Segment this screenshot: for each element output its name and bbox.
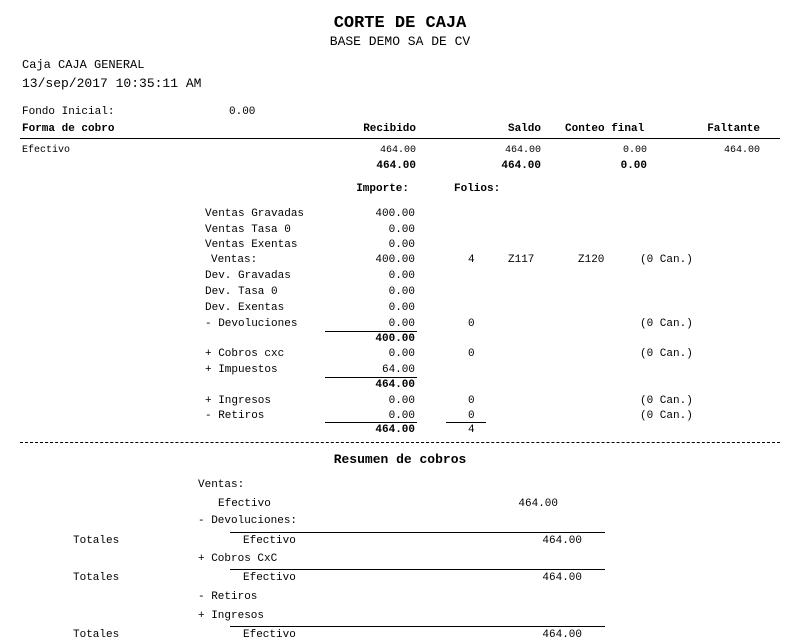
dev-gravadas-label: Dev. Gravadas	[205, 270, 291, 282]
devoluciones-count: 0	[468, 318, 475, 330]
total-saldo: 464.00	[501, 160, 541, 172]
resumen-rule-2	[230, 569, 605, 570]
dev-tasa0-label: Dev. Tasa 0	[205, 286, 278, 298]
totales-label-2: Totales	[73, 572, 120, 584]
totales-label-3: Totales	[73, 629, 120, 641]
fondo-label: Fondo Inicial:	[22, 106, 115, 118]
dev-exentas-value: 0.00	[388, 302, 415, 314]
ventas-exentas-label: Ventas Exentas	[205, 239, 298, 251]
total3-value: 464.00	[542, 629, 582, 641]
row-faltante: 464.00	[723, 145, 760, 156]
resumen-ingresos-label: + Ingresos	[198, 610, 265, 622]
ventas-canceled: (0 Can.)	[640, 254, 693, 266]
devoluciones-canceled: (0 Can.)	[640, 318, 693, 330]
ventas-gravadas-label: Ventas Gravadas	[205, 208, 305, 220]
ventas-value: 400.00	[375, 254, 415, 266]
col-forma-header: Forma de cobro	[22, 123, 115, 135]
total-conteo: 0.00	[620, 160, 647, 172]
caja-line	[22, 58, 144, 72]
company-name: BASE DEMO SA DE CV	[329, 34, 471, 49]
ventas-label: Ventas:	[211, 254, 258, 266]
resumen-rule-1	[230, 532, 605, 533]
total-recibido: 464.00	[376, 160, 416, 172]
importe-header: Importe:	[356, 183, 409, 195]
total-importe-rule	[325, 422, 417, 423]
ventas-tasa0-label: Ventas Tasa 0	[205, 224, 291, 236]
retiros-canceled: (0 Can.)	[640, 410, 693, 422]
report-datetime: 13/sep/2017 10:35:11 AM	[22, 76, 202, 91]
row-saldo: 464.00	[504, 145, 541, 156]
resumen-ventas-label: Ventas:	[198, 479, 245, 491]
ventas-count: 4	[468, 254, 475, 266]
resumen-rule-3	[230, 626, 605, 627]
cobros-cxc-label: + Cobros cxc	[205, 348, 285, 360]
subtotal2-rule	[325, 377, 417, 378]
cobros-cxc-value: 0.00	[388, 348, 415, 360]
totales-label-1: Totales	[73, 535, 120, 547]
caja-label: Caja	[22, 58, 51, 72]
subtotal1-value: 400.00	[375, 333, 415, 345]
section-separator	[20, 442, 780, 443]
col-faltante-header: Faltante	[707, 123, 760, 135]
dev-tasa0-value: 0.00	[388, 286, 415, 298]
total3-label: Efectivo	[243, 629, 296, 641]
resumen-ventas-efectivo-label: Efectivo	[218, 498, 271, 510]
dev-exentas-label: Dev. Exentas	[205, 302, 285, 314]
subtotal1-rule	[325, 331, 417, 332]
ingresos-label: + Ingresos	[205, 395, 272, 407]
resumen-retiros-label: - Retiros	[198, 591, 258, 603]
ingresos-canceled: (0 Can.)	[640, 395, 693, 407]
row-conteo: 0.00	[622, 145, 647, 156]
folios-header: Folios:	[454, 183, 501, 195]
subtotal2-value: 464.00	[375, 379, 415, 391]
total-count-value: 4	[468, 424, 475, 436]
col-conteo-header: Conteo final	[565, 123, 645, 135]
col-recibido-header: Recibido	[363, 123, 416, 135]
resumen-title: Resumen de cobros	[333, 452, 467, 467]
ingresos-value: 0.00	[388, 395, 415, 407]
devoluciones-label: - Devoluciones	[205, 318, 298, 330]
resumen-cobros-cxc-label: + Cobros CxC	[198, 553, 278, 565]
row-recibido: 464.00	[379, 145, 416, 156]
ventas-gravadas-value: 400.00	[375, 208, 415, 220]
total-count-rule	[446, 422, 486, 423]
retiros-count: 0	[468, 410, 475, 422]
devoluciones-value: 0.00	[388, 318, 415, 330]
retiros-label: - Retiros	[205, 410, 265, 422]
total1-value: 464.00	[542, 535, 582, 547]
total-importe-value: 464.00	[375, 424, 415, 436]
impuestos-label: + Impuestos	[205, 364, 278, 376]
retiros-value: 0.00	[388, 410, 415, 422]
ventas-exentas-value: 0.00	[388, 239, 415, 251]
report-title: CORTE DE CAJA	[333, 14, 467, 33]
ventas-folio-from: Z117	[508, 254, 535, 266]
header-divider	[20, 138, 780, 139]
ingresos-count: 0	[468, 395, 475, 407]
total2-value: 464.00	[542, 572, 582, 584]
caja-name: CAJA GENERAL	[58, 58, 145, 72]
cobros-cxc-count: 0	[468, 348, 475, 360]
resumen-ventas-efectivo-value: 464.00	[518, 498, 558, 510]
cobros-cxc-canceled: (0 Can.)	[640, 348, 693, 360]
row-forma: Efectivo	[22, 145, 71, 156]
col-saldo-header: Saldo	[507, 123, 541, 135]
dev-gravadas-value: 0.00	[388, 270, 415, 282]
ventas-folio-to: Z120	[578, 254, 605, 266]
impuestos-value: 64.00	[381, 364, 415, 376]
ventas-tasa0-value: 0.00	[388, 224, 415, 236]
fondo-value: 0.00	[229, 106, 256, 118]
resumen-devoluciones-label: - Devoluciones:	[198, 515, 298, 527]
total1-label: Efectivo	[243, 535, 296, 547]
total2-label: Efectivo	[243, 572, 296, 584]
